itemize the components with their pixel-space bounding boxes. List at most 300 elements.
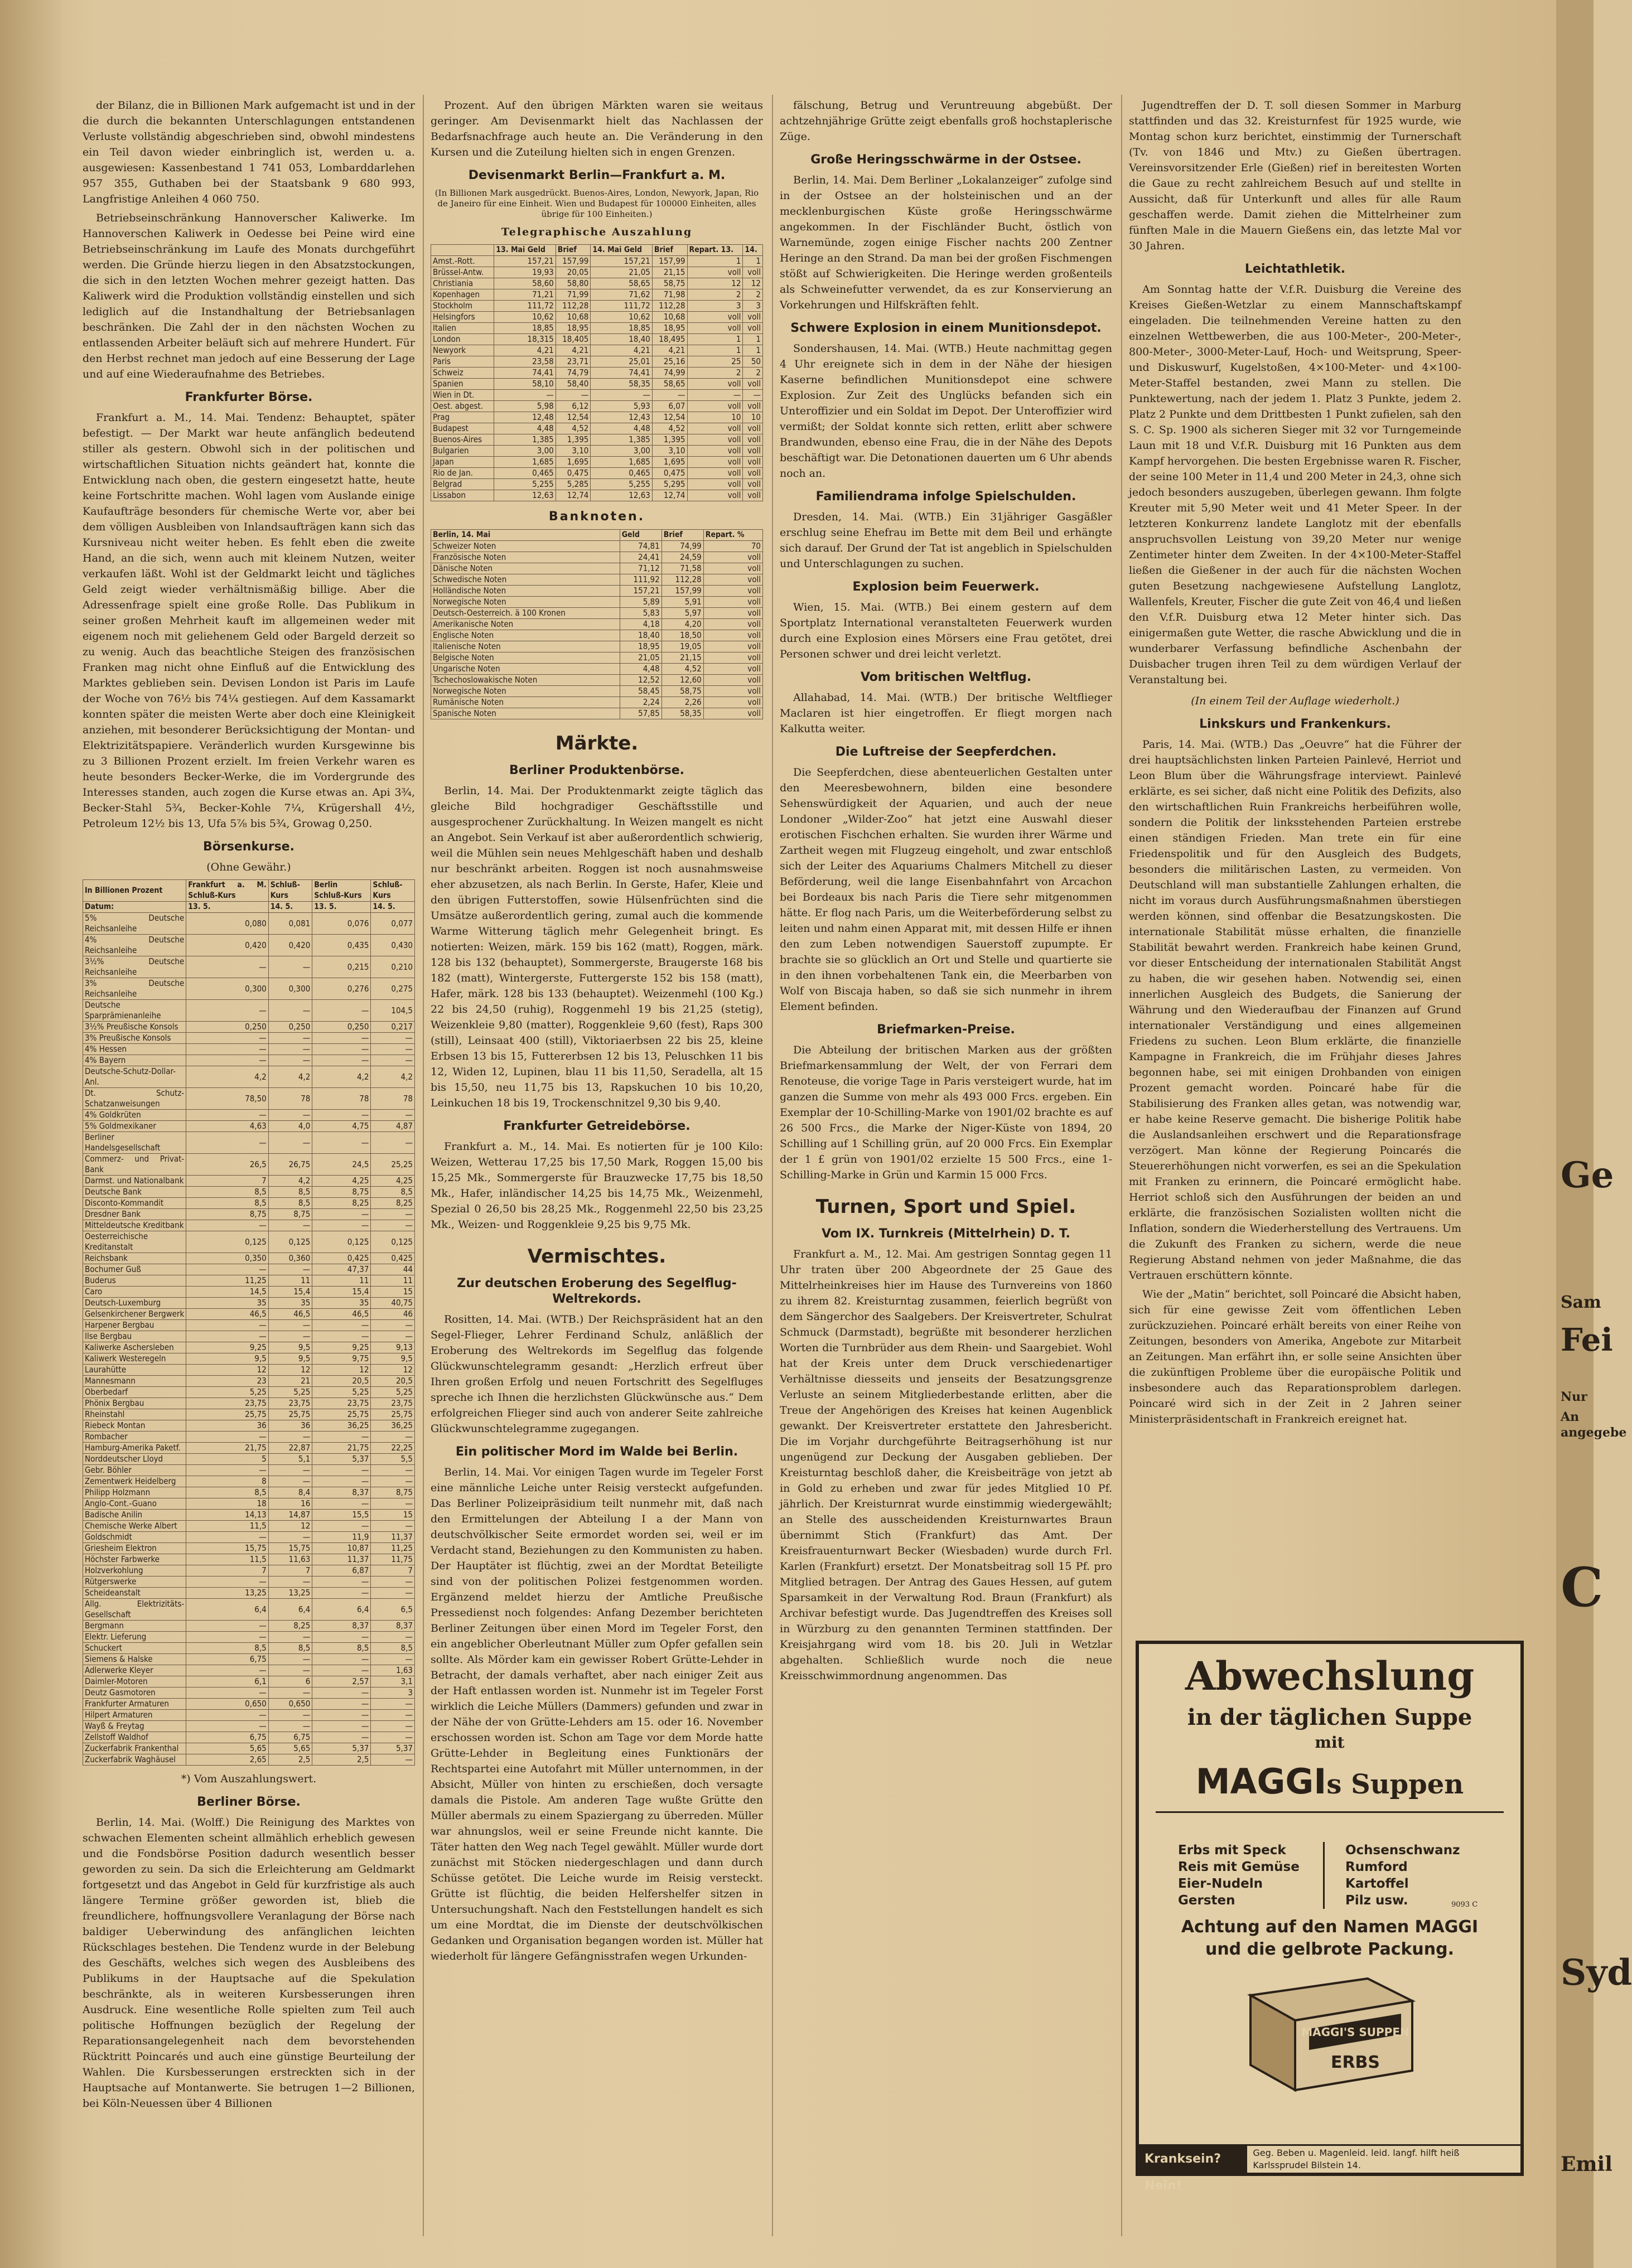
table-cell: 21,05 [591,267,652,278]
table-row-label: Rombacher [83,1432,186,1443]
table-cell: 8,37 [312,1621,371,1632]
table-cell: 0,276 [312,978,371,1000]
table-cell: 21,75 [186,1443,268,1454]
table-cell: 8,75 [312,1187,371,1198]
ad-list-item: Kartoffel [1345,1877,1409,1891]
article-text: Frankfurt a. M., 12. Mai. Am gestrigen Sonntag gegen 11 Uhr traten über 200 Abgeordnete der 25 Gaue des Mittelrheinkreises hier im Hause des Turnvereins von 1860 zu ihrem 82. Kreisturntag zusammen, feierlich begrüßt von dem Sängerchor des Saalgebers. Der Kreisvertreter, Schulrat Schmuck (Darmstadt), begrüßte mit besonderer herzlichen Worten die Turnbrüder aus dem Rhein- und Saargebiet. Wohl hat der Kreis unter dem Druck verschiedenartiger Verhältnisse diesseits und jenseits der Besatzungsgrenze Verluste an seinem Mitgliederbestande erlitten, aber die Treue der Angehörigen des Kreises hat keinen Augenblick gewankt. Der Kreisvertreter erstattete den Jahresbericht. Die im Vorjahr durchgeführte Beitragserhöhung ist nur ungenügend zur Deckung der Ausgaben geblieben. Der Kreisturntag beschloß daher, die Kreisbeiträge von jetzt ab in Gold zu erheben und zwar für jedes Mitglied 10 Pf. jährlich. Der Kreisturnrat wurde einstimmig wiedergewählt; an Stelle des ausscheidenden Kreisturnwartes Braun übernimmt Stich (Frankfurt) das Amt. Der Kreisfrauenturnwart Becker (Wiesbaden) wurde durch Frl. Karlen (Frankfurt) ersetzt. Der Monatsbeitrag soll 15 Pf. pro Mitglied betragen. Der Antrag des Gaues Hessen, auf gutem Sparsamkeit in der Verwaltung Rod. Braun (Frankfurt) als Archivar befestigt wurde. Das Jugendtreffen des Kreises soll in Würzburg zu den genannten Terminen stattfinden. Der Kreisjahrgang wird vom 18. bis 20. Juli in Wetzlar abgehalten. Schließlich wurde noch die neue Kreisschwimmordnung angenommen. Das [780,1248,1112,1682]
table-cell: 11 [268,1275,312,1287]
table-cell: — [371,1220,415,1231]
table-cell: — [186,956,268,978]
article-text: fälschung, Betrug und Veruntreuung abgebüßt. Der achtzehnjährige Grütte zeigt ebenfalls groß hochstaplerische Züge. [780,99,1112,143]
column-rule [423,95,424,2236]
section-heading: Banknoten. [548,510,645,524]
table-cell: 1 [743,345,763,356]
table-cell: 0,465 [591,468,652,479]
table-row [431,541,763,552]
article-text: Berlin, 14. Mai. Der Produktenmarkt zeigte täglich das gleiche Bild hochgradiger Geschäftsstille und ausgesprochener Zurückhaltung. In Weizen mangelt es nicht an Angebot. Sein Verkauf ist aber außerordentlich schwierig, weil die Mühlen sein neues Mehlgeschäft haben und deshalb nur beschränkt arbeiten. Roggen ist noch ausnahmsweise eher abzusetzen, als nach Berlin. In Gerste, Hafer, Kleie und den übrigen Futterstoffen, sowie Hülsenfrüchten sind die Umsätze außerordentlich gering, zumal auch die kommende Warme Witterung täglich mehr Gelegenheit bringt. Es notierten: Weizen, märk. 159 bis 162 (matt), Roggen, märk. 128 bis 132 (behauptet), Sommergerste, Braugerste 168 bis 182 (matt), Wintergerste, Futtergerste 152 bis 158 (matt), Hafer, märk. 128 bis 133 (behauptet). Weizenmehl (100 Kg.) 22 bis 24,50 (ruhig), Roggenmehl 19 bis 21,25 (stetig), Weizenkleie 9,80 (matter), Roggenkleie 9,60 (fest), Raps 300 (still), Leinsaat 400 (still), Viktoriaerbsen 22 bis 25, kleine Erbsen 13 bis 15, Futtererbsen 12 bis 13, Peluschken 11 bis 12, Widen 12, Lupinen, blau 11 bis 11,50, Seradella, alt 15 bis 15,50, neu 11,75 bis 13, Rapskuchen 10 bis 10,20, Leinkuchen 18 bis 19, Trockenschnitzel 9,30 bis 9,40. [431,785,763,1109]
section-heading: Vermischtes. [527,1245,667,1268]
article-text: Rositten, 14. Mai. (WTB.) Der Reichspräsident hat an den Segel-Flieger, Lehrer Ferdinand Schulz, anläßlich der Eroberung des Weltrekords im Segelflug das folgende Glückwunschtelegramm gesandt: „Herzlich erfreut über Ihren großen Erfolg und neuen Fortschritt des Segelfluges spreche ich Ihnen die herzlichsten Glückwünsche aus.“ Dem erfolgreichen Flieger sind auch von anderer Seite zahlreiche Glückwunschtelegramme zugegangen. [431,1313,763,1435]
table-row-label: Oest. abgest. [431,401,494,412]
table-row-label: Belgrad [431,479,494,490]
table-cell: 8,75 [371,1487,415,1498]
table-cell: 0,217 [371,1022,415,1033]
table-cell: 18 [186,1498,268,1510]
table-row [431,379,763,390]
table-cell: 8,5 [186,1187,268,1198]
table-row-label: Rumänische Noten [431,697,620,708]
table-cell: 58,10 [494,379,556,390]
table-cell: — [268,1033,312,1044]
table-cell: 6,4 [186,1599,268,1621]
ad-subline: in der täglichen Suppe [1187,1704,1472,1730]
table-row [83,1465,415,1476]
page-gutter [1556,0,1594,2268]
table-cell: 1 [687,334,743,345]
table-cell: voll [703,597,762,608]
table-cell: 8 [186,1476,268,1487]
table-row-label: Berlin, 14. Mai [431,530,620,541]
table-row [83,1676,415,1687]
table-cell: 6,1 [186,1676,268,1687]
table-cell: 0,125 [371,1231,415,1253]
table-row [83,1588,415,1599]
table-row-label: Schwedische Noten [431,574,620,586]
table-cell: 1 [743,334,763,345]
table-cell: Brief [556,245,591,256]
maggi-package-illustration [1228,1956,1429,2101]
table-cell: 5,37 [371,1743,415,1754]
table-cell: 1,695 [556,457,591,468]
table-cell: 3 [371,1687,415,1699]
table-cell: 0,250 [268,1022,312,1033]
table-row [83,1331,415,1342]
table-cell: — [268,1465,312,1476]
table-cell: voll [687,479,743,490]
column-rule [1121,95,1122,2236]
table-cell: 6,75 [186,1654,268,1665]
table-cell: voll [687,468,743,479]
table-cell: — [591,390,652,401]
section-heading: Märkte. [555,732,639,755]
table-cell: 6,75 [186,1732,268,1743]
table-cell: 58,60 [494,278,556,289]
table-cell: 15 [371,1510,415,1521]
table-cell: 8,5 [186,1487,268,1498]
table-cell: 10,68 [556,312,591,323]
table-row-label: Gebr. Böhler [83,1465,186,1476]
table-row [431,278,763,289]
table-row [431,312,763,323]
table-cell: 10 [687,412,743,423]
table-cell: 157,99 [662,586,703,597]
table-cell: — [312,1654,371,1665]
table-cell: 8,5 [312,1643,371,1654]
ad-list-item: Gersten [1178,1893,1235,1908]
ad-list-item: Eier-Nudeln [1178,1877,1263,1891]
table-row-label: Kaliwerke Aschersleben [83,1342,186,1353]
table-row-label: Phönix Bergbau [83,1398,186,1409]
table-row [83,1066,415,1088]
table-cell: — [371,1498,415,1510]
table-cell: voll [703,675,762,686]
table-row-label: Deutsch-Luxemburg [83,1298,186,1309]
table-cell: Frankfurt a. M. Schluß-Kurs [186,880,268,902]
ad-headline: Abwechslung [1185,1653,1475,1699]
table-cell: — [186,1432,268,1443]
table-cell: 12,63 [591,490,652,501]
table-row-label: Deutsche Sparprämienanleihe [83,1000,186,1022]
table-row [83,1376,415,1387]
table-cell: 1 [743,256,763,267]
table-row-label: Ungarische Noten [431,664,620,675]
table-cell: voll [687,379,743,390]
table-cell: 18,315 [494,334,556,345]
table-cell: 13. Mai Geld [494,245,556,256]
table-cell: 0,080 [186,913,268,935]
table-row-label: Newyork [431,345,494,356]
table-row [83,913,415,935]
table-cell: 0,275 [371,978,415,1000]
table-cell: 1,395 [652,434,687,446]
table-cell: 0,125 [312,1231,371,1253]
table-cell: 4,63 [186,1121,268,1132]
table-cell: 0,430 [371,935,415,956]
table-cell: 71,58 [662,563,703,574]
table-cell: 112,28 [556,301,591,312]
table-cell: 26,75 [268,1154,312,1176]
table-cell: 46,5 [268,1309,312,1320]
table-cell: 36,25 [371,1420,415,1432]
table-cell: — [268,1632,312,1643]
table-cell: 5 [186,1454,268,1465]
table-cell: 5,37 [312,1454,371,1465]
table-cell: voll [743,457,763,468]
table-row [83,1231,415,1253]
table-row-label: Wien in Dt. [431,390,494,401]
table-cell: 19,05 [662,641,703,652]
table-cell: 0,425 [371,1253,415,1264]
edition-note: (In einem Teil der Auflage wiederholt.) [1191,695,1399,707]
table-cell: 4,48 [620,664,662,675]
table-row-label: Helsingfors [431,312,494,323]
table-cell: 58,35 [662,708,703,719]
table-cell: — [312,1476,371,1487]
table-cell: — [186,1687,268,1699]
table-row [431,597,763,608]
table-row [83,1432,415,1443]
table-row-label: Chemische Werke Albert [83,1521,186,1532]
table-cell: — [312,1320,371,1331]
table-row-label: London [431,334,494,345]
table-cell: — [186,1132,268,1154]
table-cell: 11,25 [186,1275,268,1287]
table-cell: 15,75 [268,1543,312,1554]
table-row [83,1476,415,1487]
table-row-label: Buenos-Aires [431,434,494,446]
table-row [83,1643,415,1654]
table-cell: voll [687,457,743,468]
table-row [83,1320,415,1331]
stock-quote-table [83,879,415,1766]
article-text: Prozent. Auf den übrigen Märkten waren sie weitaus geringer. Am Devisenmarkt hielt das Nachlassen der Bedarfsnachfrage auch heute an. Die Veränderung in den Kursen und die Zuteilung hielten sich in engen Grenzen. [431,99,763,158]
table-row [83,1454,415,1465]
table-cell: voll [743,323,763,334]
table-row [83,1353,415,1365]
table-cell: 3,1 [371,1676,415,1687]
clipped-text: An [1561,1410,1580,1424]
table-cell: 7 [371,1565,415,1577]
table-cell: 25,25 [371,1154,415,1176]
table-row-label: Französische Noten [431,552,620,563]
table-row-label: Kaliwerk Westeregeln [83,1353,186,1365]
table-cell: 50 [743,356,763,367]
table-cell: 5,255 [494,479,556,490]
table-cell: 8,5 [268,1187,312,1198]
table-row [83,1264,415,1275]
table-cell: 9,25 [186,1342,268,1353]
table-cell: 12 [268,1521,312,1532]
table-cell: voll [703,686,762,697]
table-row-label: 4% Goldkrüten [83,1110,186,1121]
table-cell: 8,37 [312,1487,371,1498]
section-heading: Explosion beim Feuerwerk. [852,580,1040,594]
table-cell: 23,75 [186,1398,268,1409]
table-cell: voll [743,479,763,490]
table-cell: 23,71 [556,356,591,367]
table-cell: — [312,1110,371,1121]
table-row [83,1743,415,1754]
table-cell: — [186,1721,268,1732]
table-row-label: Allg. Elektrizitäts-Gesellschaft [83,1599,186,1621]
table-cell: 20,5 [371,1376,415,1387]
table-row [83,1220,415,1231]
article-text: Sondershausen, 14. Mai. (WTB.) Heute nachmittag gegen 4 Uhr ereignete sich in dem in der Nähe der hiesigen Kaserne befindlichen Munitionsdepot eine schwere Explosion. Zur Zeit des Unglücks befanden sich ein Unteroffizier und ein Soldat im Depot. Der Unteroffizier wird vermißt; der Soldat konnte sich retten, erlitt aber schwere Brandwunden, ebenso eine Frau, die in der Nähe des Depots beschäftigt war. Die Detonationen dauerten um 6 Uhr abends noch an. [780,342,1112,480]
table-cell: — [268,1687,312,1699]
table-row [83,1420,415,1432]
table-row [83,1710,415,1721]
table-row [83,1187,415,1198]
table-cell: voll [743,446,763,457]
table-cell: 14. [743,245,763,256]
table-cell: 5,25 [312,1387,371,1398]
table-cell: 7 [268,1565,312,1577]
table-cell: 2,26 [662,697,703,708]
table-cell: — [371,1710,415,1721]
section-heading: Schwere Explosion in einem Munitionsdepot. [790,321,1102,335]
table-cell: voll [743,267,763,278]
table-row-label: Bergmann [83,1621,186,1632]
article-text: Berlin, 14. Mai. Dem Berliner „Lokalanzeiger“ zufolge sind in der Ostsee an der holsteinischen und an der mecklenburgischen Küste große Heringsschwärme angekommen. In der Fischländer Bucht, östlich von Warnemünde, zogen einige Fischer nachts 200 Zentner Heringe an den Strand. Da man bei der großen Fischmengen stößt auf Schwierigkeiten. Die Heringe werden großenteils als Schweinefutter verwendet, da es zur Konservierung an Vorkehrungen und Hilfskräften fehlt. [780,174,1112,311]
table-cell: 12,60 [662,675,703,686]
ad-list-left [1178,1842,1300,1909]
table-cell: 25,75 [371,1409,415,1420]
table-row-label: Deutz Gasmotoren [83,1687,186,1699]
table-cell: 1,385 [591,434,652,446]
table-row [83,1033,415,1044]
clipped-text: Syd [1561,1952,1632,1994]
table-row-label: Rheinstahl [83,1409,186,1420]
table-cell: voll [687,423,743,434]
table-cell: 4,21 [591,345,652,356]
table-row [431,289,763,301]
section-heading: Leichtathletik. [1244,262,1346,276]
table-cell: 112,28 [652,301,687,312]
table-row-label: Philipp Holzmann [83,1487,186,1498]
table-cell: 10,68 [652,312,687,323]
table-cell: — [312,1732,371,1743]
table-cell: 5,25 [371,1387,415,1398]
table-cell: voll [703,664,762,675]
table-header-row [431,245,763,256]
table-cell: Brief [662,530,703,541]
table-cell: 5,25 [268,1387,312,1398]
table-cell: — [312,1699,371,1710]
table-cell: — [371,1588,415,1599]
table-cell: voll [703,586,762,597]
table-cell: 58,45 [620,686,662,697]
table-cell: 12,43 [591,412,652,423]
table-cell: voll [687,434,743,446]
table-row-label: 3% Preußische Konsols [83,1033,186,1044]
table-row [83,1665,415,1676]
table-cell: 11,25 [371,1543,415,1554]
table-cell: 12,74 [652,490,687,501]
table-row-label: 3% Deutsche Reichsanleihe [83,978,186,1000]
table-row-label: 5% Goldmexikaner [83,1121,186,1132]
table-row-label: 3½% Deutsche Reichsanleihe [83,956,186,978]
table-row [431,412,763,423]
table-cell: — [371,1432,415,1443]
table-cell: — [186,1632,268,1643]
table-row-label: Spanien [431,379,494,390]
table-cell: voll [743,401,763,412]
table-row [431,401,763,412]
table-row [431,686,763,697]
table-row-label: Mannesmann [83,1376,186,1387]
table-cell: voll [743,468,763,479]
table-cell: 70 [703,541,762,552]
table-row [431,446,763,457]
table-row-label: Daimler-Motoren [83,1676,186,1687]
table-row [83,1521,415,1532]
section-heading: Berliner Börse. [197,1795,301,1809]
table-row-label: Frankfurter Armaturen [83,1699,186,1710]
table-cell: 4,21 [494,345,556,356]
table-cell: 6,4 [312,1599,371,1621]
table-cell: 25,01 [591,356,652,367]
table-cell: — [371,1044,415,1055]
table-row [83,1554,415,1565]
table-cell: 12 [312,1365,371,1376]
table-cell: — [312,1721,371,1732]
table-cell: 12 [186,1365,268,1376]
table-row-label: Reichsbank [83,1253,186,1264]
table-row [83,1732,415,1743]
table-cell: 8,5 [371,1643,415,1654]
table-cell: 0,475 [556,468,591,479]
table-cell: voll [687,312,743,323]
table-cell: 11,37 [371,1532,415,1543]
table-cell: — [268,1055,312,1066]
table-cell: 5,295 [652,479,687,490]
table-cell: — [371,1331,415,1342]
article-text: Jugendtreffen der D. T. soll diesen Sommer in Marburg stattfinden und das 32. Kreisturnfest für 1925 wurde, wie Montag schon kurz berichtet, einstimmig der Turnerschaft (Tv. von 1846 und Mtv.) zu Gießen übertragen. Vereinsvorsitzender Erle (Gießen) rief in bereitesten Worten die Gaue zu recht zahlreichem Besuch auf und stellte in Aussicht, daß für Unterkunft und alles für alle Raum geschaffen werde. Damit ziehen die Mittelrheiner zum fünften Male in die Mauern Gießens ein, das letzte Mal vor 30 Jahren. [1129,99,1461,252]
table-cell: 5,97 [662,608,703,619]
table-cell: 8,5 [268,1643,312,1654]
table-cell: 11,5 [186,1554,268,1565]
table-row-label: Deutsche Bank [83,1187,186,1198]
table-cell: Repart. % [703,530,762,541]
table-cell: Schluß-Kurs [371,880,415,902]
table-cell: 35 [312,1298,371,1309]
table-cell: 2,65 [186,1754,268,1766]
table-row-label: Gelsenkirchener Bergwerk [83,1309,186,1320]
table-cell: 6,12 [556,401,591,412]
table-row-label: Schweiz [431,367,494,379]
table-cell: 157,21 [591,256,652,267]
table-row [83,1498,415,1510]
table-cell: 21,15 [662,652,703,664]
table-cell: — [312,1220,371,1231]
article-text: Wien, 15. Mai. (WTB.) Bei einem gestern auf dem Sportplatz International veranstalteten Feuerwerk wurden durch eine Explosion eines Mörsers eine Frau getötet, drei Personen schwer und drei leicht verletzt. [780,601,1112,660]
ad-divider [1323,1842,1325,1909]
table-cell: 4,0 [268,1121,312,1132]
table-cell: 0,420 [186,935,268,956]
table-cell: 0,650 [268,1699,312,1710]
section-heading: Familiendrama infolge Spielschulden. [815,490,1076,504]
table-row [431,619,763,630]
article-text: Am Sonntag hatte der V.f.R. Duisburg die Vereine des Kreises Gießen-Wetzlar zu einem Mannschaftskampf eingeladen. Die teilnehmenden Vereine hatten zu den einzelnen Wettbewerben, die aus 100-Meter-, 200-Meter-, 800-Meter-, 3000-Meter-Lauf, Hoch- und Weitsprung, Speer- und Diskuswurf, Kugelstoßen, 4×100-Meter- und 4×100-Meter-Staffel bestanden, zwei Mann zu stellen. Die Punktewertung, nach der jedem 1. Platz 3 Punkte, jedem 2. Platz 2 Punkte und dem Drittbesten 1 Punkt zufielen, sah den S. C. Sp. 1900 als sicheren Sieger mit 32 vor Turngemeinde Laun mit 18 und V.f.R. Duisburg mit 16 Punkten aus dem Kampf hervorgehen. Die besten Ergebnisse waren R. Fischer, der seine 100 Meter in 11,4 und 200 Meter in 24,3, ohne sich jedoch besonders auszugeben, überlegen gewann. Ihm folgte Kreuter mit 5,90 Meter weit und 41 Meter Speer. In der letzteren Konkurrenz landete Langlotz mit der ebenfalls anspruchsvollen Leistung von 39,20 Meter nur wenige Zentimeter hinter dem Zweiten. In der 4×100-Meter-Staffel ließen die Gießener in der auch für die nächsten Wochen guten Besetzung nachgewiesene Aufstellung Langlotz, Wallenfels, Kreuter, Fischer die gute Zeit von 46,4 und ließen den V.f.R. Duisburg etwa 12 Meter hinter sich. Das einigermaßen gute Wetter, die rasche Abwicklung und die in wunderbarer Verfassung befindliche Aschenbahn der Duisbacher trugen ihren Teil zu dem würdigen Verlauf der Veranstaltung bei. [1129,283,1461,686]
table-cell: 4,52 [662,664,703,675]
table-row-label: In Billionen Prozent [83,880,186,902]
table-cell: 1,685 [591,457,652,468]
table-row [431,390,763,401]
column-4 [1129,98,1461,1614]
table-cell: — [371,1033,415,1044]
table-cell: — [268,1220,312,1231]
table-cell: 46,5 [312,1309,371,1320]
table-cell: — [268,1710,312,1721]
table-row [83,1387,415,1398]
table-cell: 23,75 [312,1398,371,1409]
table-cell: 11,37 [312,1554,371,1565]
table-cell: 1 [687,256,743,267]
table-cell: 25,75 [312,1409,371,1420]
table-cell: 13. 5. [186,902,268,913]
table-cell: 4,25 [312,1176,371,1187]
table-row [431,586,763,597]
table-row [83,1287,415,1298]
table-row-label: Wayß & Freytag [83,1721,186,1732]
table-row [431,323,763,334]
table-cell: — [268,1264,312,1275]
table-row-label: Mitteldeutsche Kreditbank [83,1220,186,1231]
table-cell: voll [687,267,743,278]
table-cell: — [312,1033,371,1044]
table-row-label: Commerz- und Privat-Bank [83,1154,186,1176]
table-row [431,708,763,719]
table-row-label: Ilse Bergbau [83,1331,186,1342]
table-cell: — [186,1033,268,1044]
table-cell: 10,62 [494,312,556,323]
article-text: Frankfurt a. M., 14. Mai. Tendenz: Behauptet, später befestigt. — Der Markt war heute anfänglich bedeutend stiller als gestern. Obwohl sich in der politischen und wirtschaftlichen Situation nichts geändert hat, konnte die Entwicklung nach oben, die gestern eingesetzt hatte, heute keine Fortschritte machen. Wohl lagen vom Auslande einige Kaufaufträge besonders für chemische Werte vor, aber bei dem völligen Ausbleiben von Inlandsaufträgen kann sich das Kursniveau nicht weiter heben. Es fehlt eben die zweite Hand, an die sich, wenn auch mit kleinem Nutzen, weiter verkaufen läßt. Wohl ist der Geldmarkt leicht und tägliches Geld zeigt wieder verhältnismäßig billige. Aber die Adressenfrage spielt eine große Rolle. Das Publikum in seiner großen Mehrheit kauft im allgemeinen weder mit eigenem noch mit geliehenem Geld oder Bargeld derzeit so zu wenig. Auch das beachtliche Steigen des französischen Franken mag nicht ohne Einfluß auf die Entwicklung des Marktes geblieben sein. Devisen London ist Paris im Laufe der Woche von 76½ bis 74¼ gestiegen. Auf dem Kassamarkt konnten später die meisten Werte aber doch eine Kleinigkeit anziehen, mit besonderer Berücksichtigung der Montan- und Elektrizitätspapiere. Veränderlich wurden Kursgewinne bis zu 3 Billionen Prozent erzielt. Im freien Verkehr waren es heute besonders Becker-Werke, die im Vordergrunde des Interesses standen, auch zogen die Kurse etwas an. Api 3¾, Becker-Stahl 5¾, Becker-Kohle 7¼, Krügershall 4½, Petroleum 12½ bis 13, Ufa 5⅞ bis 5¾, Growag 0,250. [83,412,415,830]
table-cell: 4,2 [268,1176,312,1187]
table-cell: 15,4 [268,1287,312,1298]
table-cell: 8,75 [186,1209,268,1220]
table-cell: 71,98 [652,289,687,301]
table-row [431,490,763,501]
table-row-label: Dt. Schutz-Schatzanweisungen [83,1088,186,1110]
